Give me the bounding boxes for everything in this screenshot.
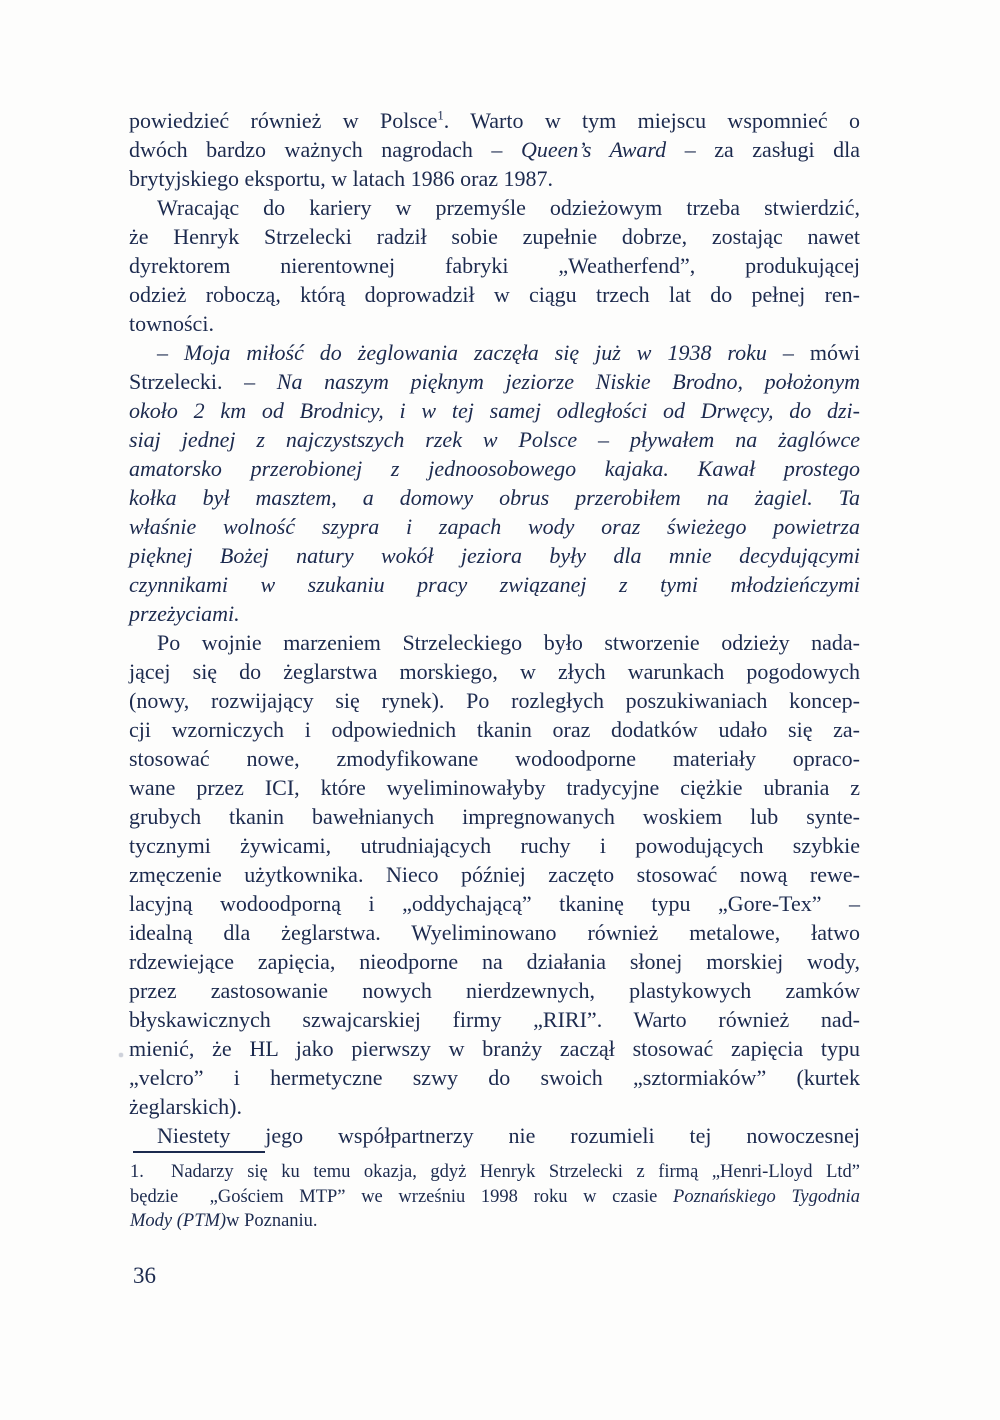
text-segment: w Poznaniu. <box>226 1211 318 1231</box>
text-line <box>129 1063 860 1092</box>
body-text <box>129 106 860 1150</box>
text-line <box>129 164 860 193</box>
text-line <box>129 947 860 976</box>
text-segment: – <box>157 340 184 365</box>
text-segment: Strzelecki. – <box>129 369 277 394</box>
text-line <box>129 918 860 947</box>
text-line <box>129 686 860 715</box>
text-line <box>129 628 860 657</box>
text-segment: amatorsko przerobionej z jednoosobowego kajaka. Kawał prostego <box>129 456 860 481</box>
text-segment: że Henryk Strzelecki radził sobie zupełnie dobrze, zostając nawet <box>129 224 860 249</box>
paragraph <box>130 1160 860 1234</box>
text-segment: Na naszym pięknym jeziorze Niskie Brodno, położonym <box>276 369 860 394</box>
paragraph <box>129 193 860 338</box>
text-segment: Poznańskiego Tygodnia <box>673 1186 860 1207</box>
text-line <box>129 251 860 280</box>
text-segment: czynnikami w szukaniu pracy związanej z tymi młodzieńczymi <box>129 572 860 597</box>
text-line <box>129 976 860 1005</box>
text-segment: kołka był masztem, a domowy obrus przerobiłem na żagiel. Ta <box>129 485 860 510</box>
text-line <box>129 454 860 483</box>
text-segment: wane przez ICI, które wyeliminowałyby tradycyjne ciężkie ubrania z <box>129 775 860 800</box>
text-segment: przez zastosowanie nowych nierdzewnych, plastykowych zamków <box>129 978 860 1003</box>
text-line <box>129 222 860 251</box>
text-segment: Niestety jego współpartnerzy nie rozumieli tej nowoczesnej <box>157 1123 860 1148</box>
text-line <box>129 773 860 802</box>
text-segment: towności. <box>129 311 214 336</box>
text-line <box>129 541 860 570</box>
text-line <box>129 193 860 222</box>
footnote-rule <box>133 1151 265 1153</box>
text-line <box>129 1121 860 1150</box>
text-segment: (nowy, rozwijający się rynek). Po rozległych poszukiwaniach koncep- <box>129 688 860 713</box>
paragraph <box>129 628 860 1121</box>
paragraph <box>129 106 860 193</box>
scan-artifact-dot <box>119 1053 123 1057</box>
text-segment: Po wojnie marzeniem Strzeleckiego było stworzenie odzieży nada- <box>157 630 860 655</box>
text-segment: rdzewiejące zapięcia, nieodporne na działania słonej morskiej wody, <box>129 949 860 974</box>
paragraph <box>129 1121 860 1150</box>
text-line <box>129 1092 860 1121</box>
text-line <box>129 1005 860 1034</box>
text-segment: jącej się do żeglarstwa morskiego, w złych warunkach pogodowych <box>129 659 860 684</box>
text-segment: . Warto w tym miejscu wspomnieć o <box>443 108 860 133</box>
text-segment: brytyjskiego eksportu, w latach 1986 oraz 1987. <box>129 166 554 191</box>
text-segment: lacyjną wodoodporną i „oddychającą” tkaninę typu „Gore-Tex” – <box>129 891 860 916</box>
text-line <box>129 338 860 367</box>
text-line <box>129 570 860 599</box>
text-line <box>129 483 860 512</box>
text-segment: cji wzorniczych i odpowiednich tkanin oraz dodatków udało się za- <box>129 717 860 742</box>
text-segment: 1. Nadarzy się ku temu okazja, gdyż Henryk Strzelecki z firmą „Henri-Lloyd Ltd” <box>130 1162 860 1182</box>
text-line <box>129 396 860 425</box>
text-segment: Moja miłość do żeglowania zaczęła się już w 1938 roku <box>183 340 767 365</box>
text-line <box>130 1160 860 1185</box>
text-segment: zmęczenie użytkownika. Nieco później zaczęto stosować nową rewe- <box>129 862 860 887</box>
text-segment: powiedzieć również w Polsce <box>129 108 438 133</box>
text-segment: Mody (PTM) <box>130 1211 227 1231</box>
text-line <box>129 1034 860 1063</box>
text-segment: tycznymi żywicami, utrudniających ruchy i powodujących szybkie <box>129 833 860 858</box>
text-line <box>129 106 860 135</box>
text-line <box>129 512 860 541</box>
text-segment: będzie „Gościem MTP” we wrześniu 1998 roku w czasie <box>130 1186 674 1207</box>
text-line <box>129 135 860 164</box>
text-segment: błyskawicznych szwajcarskiej firmy „RIRI”. Warto również nad- <box>129 1007 860 1032</box>
text-line <box>129 860 860 889</box>
text-segment: dwóch bardzo ważnych nagrodach – <box>129 137 521 162</box>
text-segment: mienić, że HL jako pierwszy w branży zaczął stosować zapięcia typu <box>129 1036 860 1061</box>
text-segment: odzież roboczą, którą doprowadził w ciągu trzech lat do pełnej ren- <box>129 282 860 307</box>
text-line <box>129 744 860 773</box>
text-line <box>129 802 860 831</box>
text-segment: – za zasługi dla <box>666 137 861 162</box>
text-line <box>130 1209 860 1234</box>
text-line <box>130 1185 860 1210</box>
text-line <box>129 657 860 686</box>
text-line <box>129 889 860 918</box>
text-segment: żeglarskich). <box>129 1094 242 1119</box>
footnote <box>130 1160 860 1234</box>
text-segment: stosować nowe, zmodyfikowane wodoodporne materiały opraco- <box>129 746 860 771</box>
text-segment: „velcro” i hermetyczne szwy do swoich „sztormiaków” (kurtek <box>129 1065 860 1090</box>
text-segment: właśnie wolność szypra i zapach wody oraz świeżego powietrza <box>129 514 860 539</box>
text-segment: przeżyciami. <box>129 601 240 626</box>
text-segment: około 2 km od Brodnicy, i w tej samej odległości od Drwęcy, do dzi- <box>129 398 860 423</box>
text-segment: siaj jednej z najczystszych rzek w Polsce – pływałem na żaglówce <box>129 427 860 452</box>
text-line <box>129 280 860 309</box>
text-segment: pięknej Bożej natury wokół jeziora były dla mnie decydującymi <box>129 543 860 568</box>
text-segment: grubych tkanin bawełnianych impregnowanych woskiem lub synte- <box>129 804 860 829</box>
text-segment: Queen’s Award <box>520 137 667 162</box>
text-line <box>129 831 860 860</box>
text-segment: – mówi <box>766 340 861 365</box>
text-line <box>129 367 860 396</box>
page-number: 36 <box>133 1263 156 1288</box>
paragraph <box>129 338 860 628</box>
text-line <box>129 599 860 628</box>
text-segment: Wracając do kariery w przemyśle odzieżowym trzeba stwierdzić, <box>157 195 860 220</box>
text-line <box>129 715 860 744</box>
text-line <box>129 309 860 338</box>
text-segment: idealną dla żeglarstwa. Wyeliminowano również metalowe, łatwo <box>129 920 860 945</box>
text-line <box>129 425 860 454</box>
footnote-reference: 1 <box>437 108 444 123</box>
text-segment: dyrektorem nierentownej fabryki „Weatherfend”, produkującej <box>129 253 860 278</box>
